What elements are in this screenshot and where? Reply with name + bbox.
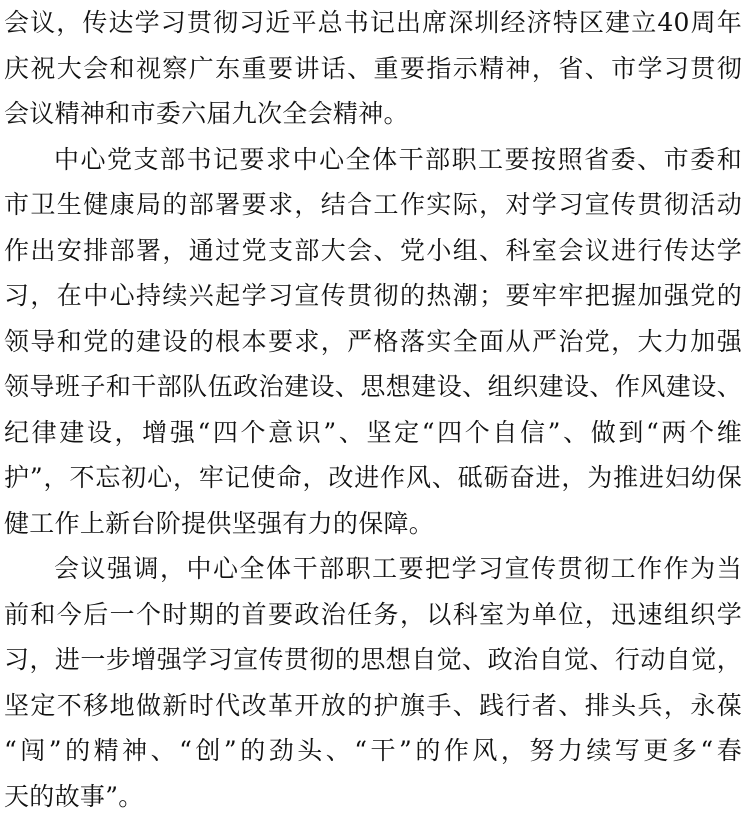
document-body — [4, 0, 742, 819]
text-line: 会议精神和市委六届九次全会精神。 — [4, 91, 742, 137]
text-line: 会议，传达学习贯彻习近平总书记出席深圳经济特区建立40周年 — [4, 0, 742, 46]
text-line: 市卫生健康局的部署要求，结合工作实际，对学习宣传贯彻活动 — [4, 182, 742, 228]
text-line: 领导和党的建设的根本要求，严格落实全面从严治党，大力加强 — [4, 319, 742, 365]
text-line: 前和今后一个时期的首要政治任务，以科室为单位，迅速组织学 — [4, 592, 742, 638]
text-line: 天的故事”。 — [4, 774, 742, 819]
text-line: 坚定不移地做新时代改革开放的护旗手、践行者、排头兵，永葆 — [4, 683, 742, 729]
text-line: 庆祝大会和视察广东重要讲话、重要指示精神，省、市学习贯彻 — [4, 46, 742, 92]
text-line: 健工作上新台阶提供坚强有力的保障。 — [4, 501, 742, 547]
text-line: 作出安排部署，通过党支部大会、党小组、科室会议进行传达学 — [4, 228, 742, 274]
text-line: 护”，不忘初心，牢记使命，改进作风、砥砺奋进，为推进妇幼保 — [4, 455, 742, 501]
text-line: 习，进一步增强学习宣传贯彻的思想自觉、政治自觉、行动自觉， — [4, 637, 742, 683]
text-line: 纪律建设，增强“四个意识”、坚定“四个自信”、做到“两个维 — [4, 410, 742, 456]
text-line: 领导班子和干部队伍政治建设、思想建设、组织建设、作风建设、 — [4, 364, 742, 410]
text-line: 会议强调，中心全体干部职工要把学习宣传贯彻工作作为当 — [4, 546, 742, 592]
text-line: “闯”的精神、“创”的劲头、“干”的作风，努力续写更多“春 — [4, 728, 742, 774]
text-line: 中心党支部书记要求中心全体干部职工要按照省委、市委和 — [4, 137, 742, 183]
text-line: 习，在中心持续兴起学习宣传贯彻的热潮；要牢牢把握加强党的 — [4, 273, 742, 319]
